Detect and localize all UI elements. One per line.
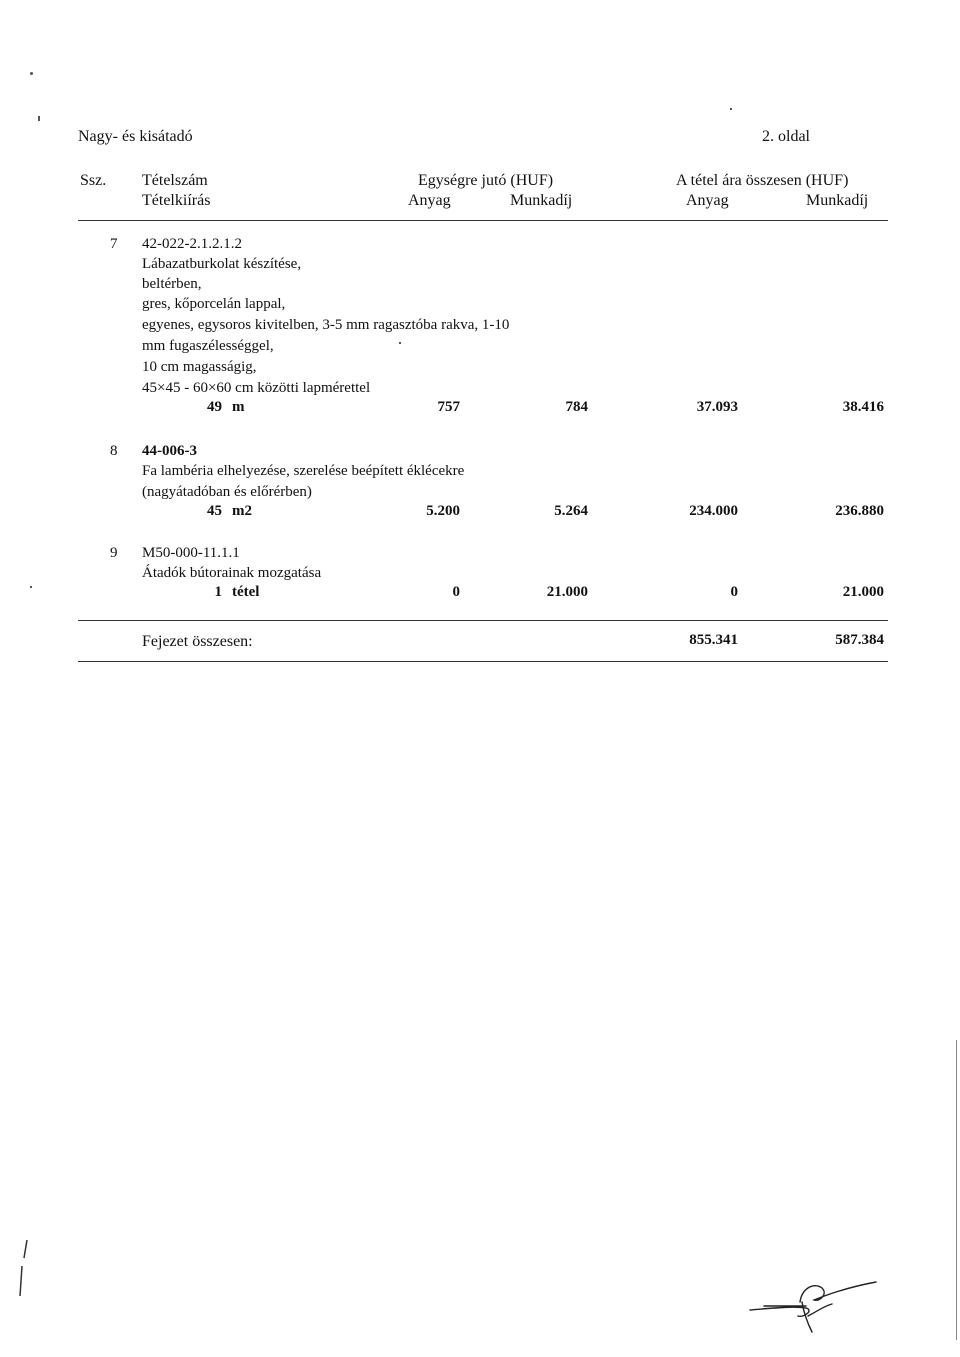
page-number: 2. oldal (762, 128, 810, 145)
scan-speck (30, 586, 32, 588)
col-tetel-ara: A tétel ára összesen (HUF) (676, 172, 849, 189)
summary-divider-bottom (78, 661, 888, 662)
item-total-anyag: 0 (730, 584, 738, 600)
item-total-munkadij: 236.880 (835, 503, 884, 519)
scan-speck (730, 108, 732, 110)
item-ssz: 7 (110, 236, 118, 252)
item-description-line: beltérben, (142, 276, 202, 292)
item-unit-anyag: 757 (437, 399, 460, 415)
item-unit-anyag: 5.200 (426, 503, 460, 519)
col-anyag-unit: Anyag (408, 192, 451, 209)
item-qty: 1 (214, 584, 222, 600)
item-code: 44-006-3 (142, 443, 197, 459)
item-unit: m2 (232, 503, 252, 519)
item-unit: m (232, 399, 245, 415)
item-description-line: egyenes, egysoros kivitelben, 3-5 mm ragasztóba rakva, 1-10 (142, 317, 510, 333)
item-ssz: 8 (110, 443, 118, 459)
document-title: Nagy- és kisátadó (78, 128, 193, 145)
item-qty: 49 (207, 399, 222, 415)
col-munkadij-total: Munkadíj (806, 192, 869, 209)
item-unit: tétel (232, 584, 260, 600)
item-unit-munkadij: 5.264 (554, 503, 588, 519)
item-unit-munkadij: 21.000 (546, 584, 588, 600)
item-total-munkadij: 38.416 (842, 399, 884, 415)
summary-label: Fejezet összesen: (142, 633, 253, 650)
col-ssz: Ssz. (80, 172, 107, 189)
summary-munkadij: 587.384 (835, 632, 884, 648)
item-description-line: 10 cm magasságig, (142, 359, 257, 375)
item-code: 42-022-2.1.2.1.2 (142, 236, 242, 252)
scan-speck (30, 72, 33, 75)
item-description-line: Átadók bútorainak mozgatása (142, 565, 322, 581)
signature (744, 1276, 884, 1336)
scan-speck (399, 342, 401, 344)
summary-divider-top (78, 620, 888, 621)
item-description-line: 45×45 - 60×60 cm közötti lapmérettel (142, 380, 371, 396)
col-munkadij-unit: Munkadíj (510, 192, 573, 209)
item-total-anyag: 37.093 (696, 399, 738, 415)
summary-anyag: 855.341 (689, 632, 738, 648)
item-qty: 45 (207, 503, 222, 519)
item-ssz: 9 (110, 545, 118, 561)
item-unit-munkadij: 784 (565, 399, 588, 415)
scan-stroke-mark (18, 1238, 30, 1298)
item-unit-anyag: 0 (452, 584, 460, 600)
item-code: M50-000-11.1.1 (142, 545, 240, 561)
col-egysegre: Egységre jutó (HUF) (418, 172, 554, 189)
item-description-line: (nagyátadóban és előrérben) (142, 484, 312, 500)
item-description-line: Lábazatburkolat készítése, (142, 256, 302, 272)
col-tetelszam: Tételszám (142, 172, 208, 189)
col-anyag-total: Anyag (686, 192, 729, 209)
item-total-munkadij: 21.000 (842, 584, 884, 600)
item-description-line: gres, kőporcelán lappal, (142, 296, 286, 312)
item-total-anyag: 234.000 (689, 503, 738, 519)
item-description-line: mm fugaszélességgel, (142, 338, 274, 354)
col-tetelkiiras: Tételkiírás (142, 192, 211, 209)
item-description-line: Fa lambéria elhelyezése, szerelése beépített éklécekre (142, 463, 465, 479)
scan-speck (38, 116, 40, 121)
scan-edge-line (956, 1040, 957, 1340)
header-divider (78, 220, 888, 221)
